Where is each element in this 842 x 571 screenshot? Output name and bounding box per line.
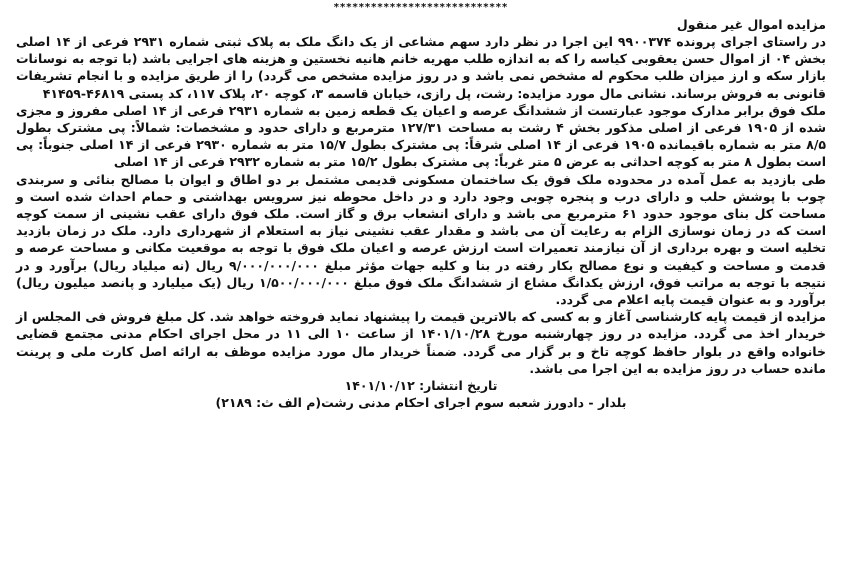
- paragraph-auction-terms: مزایده از قیمت پایه کارشناسی آغاز و به کسی که بالاترین قیمت را پیشنهاد نماید فروخته خواهد شد. کل مبلغ فروش فی المجلس از خریدار اخذ می گردد. مزایده در روز چهارشنبه مورخ ۱۴۰۱/۱۰/۲۸ از ساعت ۱۰ الی ۱۱ در محل اجرای احکام مدنی مجتمع قضایی خانواده واقع در بلوار حافظ کوچه تاخ و بر گزار می گردد. ضمناً خریدار مال مورد مزایده موظف به ارائه اصل کارت ملی و پرینت مانده حساب در روز مزایده به این اجرا می باشد.: [16, 309, 827, 376]
- star-separator: ****************************: [333, 2, 509, 13]
- paragraph-inspection: طی بازدید به عمل آمده در محدوده ملک فوق یک ساختمان مسکونی قدیمی مشتمل بر دو اطاق و ایوان با مصالح بنائی و سربندی چوب با پوشش حلب و دارای درب و پنجره چوبی وجود دارد و در داخل محوطه نیز سرویس بهداشتی و حمام احداث شده است و مساحت کل بنای موجود حدود ۶۱ مترمربع می باشد و دارای انشعاب برق و گاز است. ملک فوق دارای عقب نشینی از سمت کوچه است که در زمان نوسازی الزام به رعایت آن می باشد و مقدار عقب نشینی نیاز به استعلام از شهرداری دارد. ملک در زمان بازدید تخلیه است و بهره برداری از آن نیازمند تعمیرات است ارزش عرصه و اعیان ملک فوق با توجه به موقعیت مکانی و مساحت عرصه و قدمت و مساحت و کیفیت و نوع مصالح بکار رفته در بنا و کلیه جهات مؤثر مبلغ ۹/۰۰۰/۰۰۰/۰۰۰ ریال (نه میلیاد ریال) برآورد و در نتیجه با توجه به مراتب فوق، ارزش یکدانگ مشاع از ششدانگ ملک فوق مبلغ ۱/۵۰۰/۰۰۰/۰۰۰ ریال (یک میلیارد و پانصد میلیون ریال) برآورد و به عنوان قیمت پایه اعلام می گردد.: [16, 171, 826, 308]
- signature-line: بلدار - دادورز شعبه سوم اجرای احکام مدنی رشت(م الف ث: ۲۱۸۹): [215, 395, 627, 411]
- notice-title: مزایده اموال غیر منقول: [676, 17, 826, 32]
- publication-date: تاریخ انتشار: ۱۴۰۱/۱۰/۱۲: [344, 378, 498, 394]
- paragraph-intro: در راستای اجرای پرونده ۹۹۰۰۳۷۴ این اجرا در نظر دارد سهم مشاعی از یک دانگ ملک به پلاک ثبتی شماره ۲۹۳۱ فرعی از ۱۴ اصلی بخش ۰۴ از اموال حسن یعقوبی کیاسه را که به اندازه طلب مهریه خانم هانیه نخستین و هزینه های اجرایی باشد (با توجه به نوسانات بازار سکه و ارز میزان طلب محکوم له مشخص نمی باشد و در روز مزایده مشخص می گردد) را از طریق مزایده و با انجام تشریفات قانونی به فروش برساند. نشانی مال مورد مزایده: رشت، پل رازی، خیابان قاسمه ۳، کوچه ۲۰، پلاک ۱۱۷، کد پستی ۴۶۸۱۹-۴۱۴۵۹: [16, 34, 827, 101]
- paragraph-property-specs: ملک فوق برابر مدارک موجود عبارتست از ششدانگ عرصه و اعیان یک قطعه زمین به شماره ۲۹۳۱ فرعی از ۱۴ اصلی مفروز و مجزی شده از ۱۹۰۵ فرعی از اصلی مذکور بخش ۴ رشت به مساحت ۱۲۷/۳۱ مترمربع و دارای حدود و مشخصات: شمالاً: پی مشترک بطول ۸/۵ متر به شماره باقیمانده ۱۹۰۵ فرعی از ۱۴ اصلی شرقاً: پی مشترک بطول ۱۵/۷ متر به شماره ۲۹۳۰ فرعی از ۱۴ اصلی جنوباً: پی است بطول ۸ متر به کوچه احداثی به عرض ۵ متر غرباً: پی مشترک بطول ۱۵/۲ متر به شماره ۲۹۳۲ فرعی از ۱۴ اصلی: [16, 102, 827, 170]
